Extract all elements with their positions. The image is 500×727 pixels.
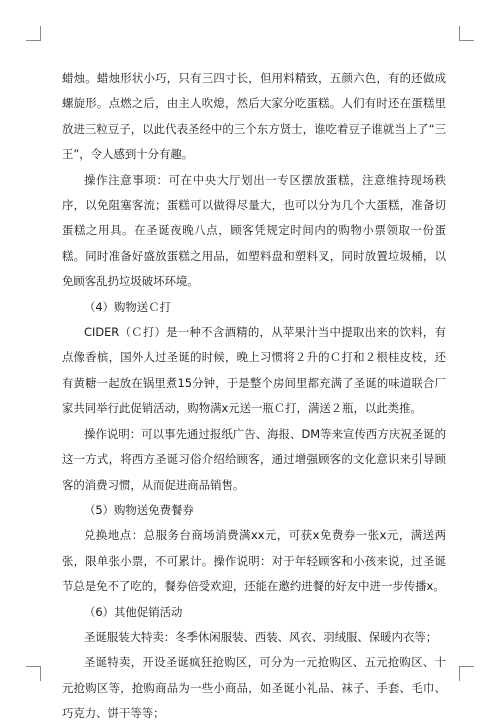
heading-other-promotions: （6）其他促销活动 xyxy=(84,604,183,619)
paragraph-clothing-sale: 圣诞服装大特卖：冬季休闲服装、西装、风衣、羽绒服、保暖内衣等； xyxy=(84,629,438,644)
crop-mark-top-right xyxy=(459,26,474,41)
heading-cider-gift: （4）购物送Ｃ打 xyxy=(84,299,171,314)
paragraph-cider-operation: 操作说明：可以事先通过报纸广告、海报、DM等来宣传西方庆祝圣诞的这一方式，将西方圣诞习俗介绍给顾客，通过增强顾客的文化意识来引导顾客的消费习惯，从而促进商品销售。 xyxy=(62,426,446,492)
paragraph-cake-custom: 蜡烛。蜡烛形状小巧，只有三四寸长，但用料精致，五颜六色，有的还做成螺旋形。点燃之后，由主人吹熄，然后大家分吃蛋糕。人们有时还在蛋糕里放进三粒豆子，以此代表圣经中的三个东方贤士，谁吃着豆子谁就当上了“三王”，令人感到十分有趣。 xyxy=(62,71,446,162)
crop-mark-bottom-left xyxy=(26,666,41,681)
crop-mark-bottom-right xyxy=(459,666,474,681)
paragraph-meal-voucher: 兑换地点：总服务台商场消费满xx元，可获x免费券一张x元，满送两张，限单张小票，不可累计。操作说明：对于年轻顾客和小孩来说，过圣诞节总是免不了吃的，餐券倍受欢迎，还能在邀约进餐的好友中进一步传播x。 xyxy=(62,528,446,594)
document-body xyxy=(62,66,446,727)
heading-meal-voucher: （5）购物送免费餐券 xyxy=(84,502,194,517)
paragraph-cider-intro: CIDER（Ｃ打）是一种不含酒精的，从苹果汁当中提取出来的饮料，有点像香槟，国外人过圣诞的时候，晚上习惯将２升的Ｃ打和２根桂皮枝，还有黄糖一起放在锅里煮15分钟，于是整个房间里都充满了圣诞的味道联合厂家共同举行此促销活动，购物满x元送一瓶Ｃ打，满送２瓶，以此类推。 xyxy=(62,325,446,416)
paragraph-cake-notes: 操作注意事项：可在中央大厅划出一专区摆放蛋糕，注意维持现场秩序，以免阻塞客流；蛋糕可以做得尽量大，也可以分为几个大蛋糕，准备切蛋糕之用具。在圣诞夜晚八点，顾客凭规定时间内的购物小票领取一份蛋糕。同时准备好盛放蛋糕之用品，如塑料盘和塑料叉，同时放置垃圾桶，以免顾客乱扔垃圾破坏环境。 xyxy=(62,172,446,289)
paragraph-special-sale: 圣诞特卖，开设圣诞疯狂抢购区，可分为一元抢购区、五元抢购区、十元抢购区等，抢购商品为一些小商品，如圣诞小礼品、袜子、手套、毛巾、巧克力、饼干等等； xyxy=(62,655,446,721)
crop-mark-top-left xyxy=(26,26,41,41)
